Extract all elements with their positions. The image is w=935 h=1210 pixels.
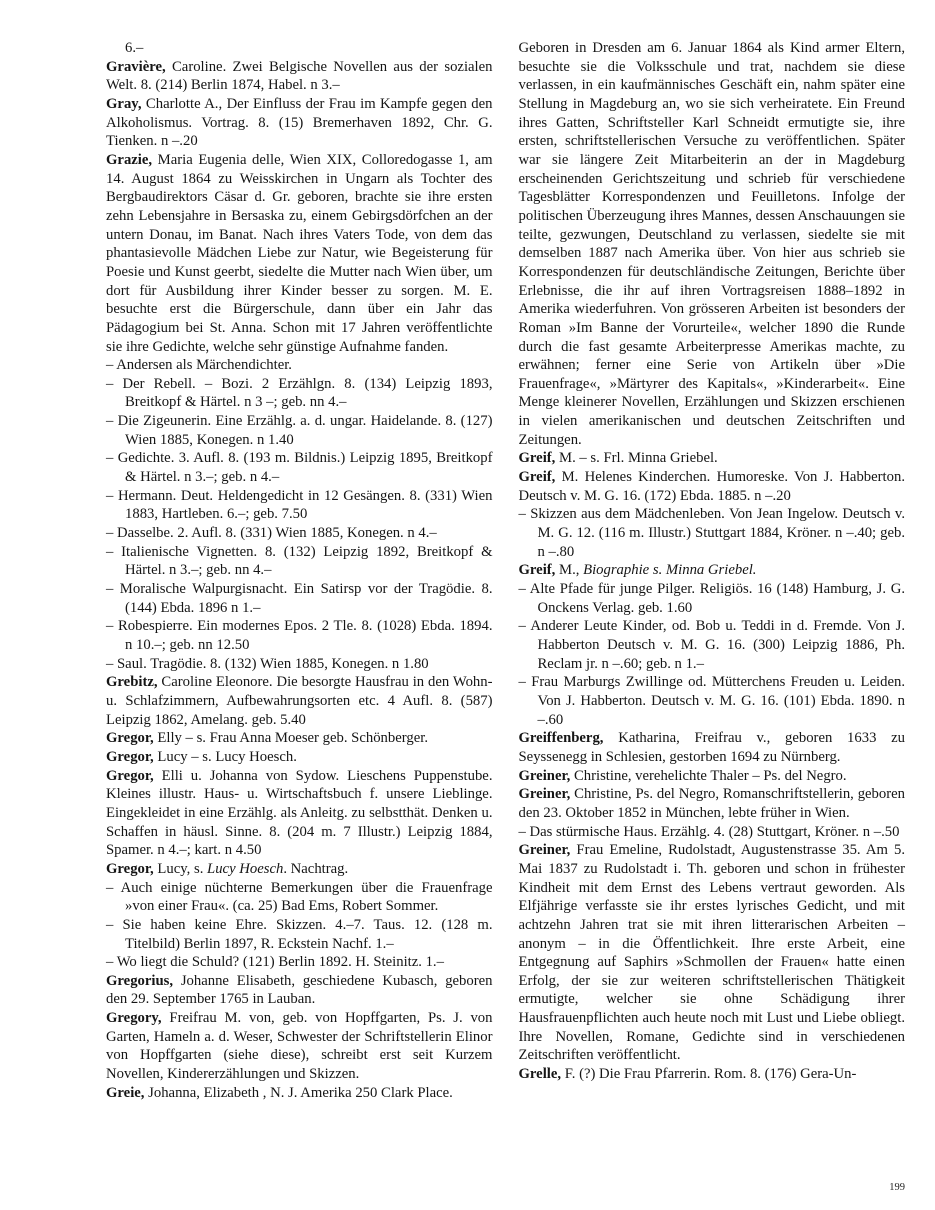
- entry-paragraph: [106, 58, 493, 95]
- entry-name: Grelle,: [518, 1066, 562, 1083]
- text-segment: Frau Emeline, Rudolstadt, Augustenstrasse 35. Am 5. Mai 1837 zu Rudolstadt i. Th. geboren und schon in frühester Kindheit mit dem Ernst des Lebens vertraut geworden. Als Elfjährige verfasste sie ihr erstes lyrisches Gedicht, und mit achtzehn Jahren trat sie mit ihren litterarischen Arbeiten – anonym – in die Öffentlichkeit. Ihre erste Arbeit, eine Entgegnung auf Saphirs »Schmollen der Frauen« hatte einen Erfolg, der sie zur weiteren schriftstellerischen Thätigkeit ermutigte, welcher sie ohne Schädigung ihrer Hausfrauenpflichten auch heute noch mit Lust und Liebe obliegt. Ihre Novellen, Romane, Gedichte sind in verschiedenen Zeitschriften veröffentlicht.: [518, 842, 905, 1064]
- text-segment: Johanna, Elizabeth , N. J. Amerika 250 Clark Place.: [144, 1084, 453, 1101]
- left-column: [106, 39, 493, 1102]
- text-segment: M.,: [555, 562, 584, 579]
- text-segment: – Anderer Leute Kinder, od. Bob u. Teddi in d. Fremde. Von J. Habberton Deutsch v. M. G. 16. (300) Leipzig 1886, Ph. Reclam jr. n –.60; geb. n 1.–: [518, 618, 905, 672]
- entry-paragraph: [519, 729, 906, 766]
- work-list-item: [519, 617, 906, 673]
- entry-name: Greiner,: [518, 842, 571, 859]
- entry-name: Greie,: [106, 1084, 145, 1101]
- text-segment: Charlotte A., Der Einfluss der Frau im Kampfe gegen den Alkoholismus. Vortrag. 8. (15) Bremerhaven 1892, Chr. G. Tienken. n –.20: [106, 95, 493, 150]
- entry-paragraph: [519, 841, 906, 1065]
- text-segment: – Die Zigeunerin. Eine Erzählg. a. d. ungar. Haidelande. 8. (127) Wien 1885, Konegen. n 1.40: [106, 413, 493, 448]
- text-segment: – Auch einige nüchterne Bemerkungen über die Frauenfrage »von einer Frau«. (ca. 25) Bad Ems, Robert Sommer.: [106, 879, 493, 915]
- text-segment: – Dasselbe. 2. Aufl. 8. (331) Wien 1885, Konegen. n 4.–: [106, 525, 437, 542]
- text-segment: M. Helenes Kinderchen. Humoreske. Von J. Habberton. Deutsch v. M. G. 16. (172) Ebda. 1885. n –.20: [518, 469, 905, 504]
- entry-name: Greiner,: [518, 767, 571, 784]
- entry-name: Gravière,: [106, 58, 166, 75]
- entry-name: Gregor,: [106, 860, 154, 877]
- text-segment: Freifrau M. von, geb. von Hopffgarten, Ps. J. von Garten, Hameln a. d. Weser, Schwester der Schriftstellerin Elinor von Hopffgarten (siehe diese), schreibt erst seit Kurzem Novellen, Kindererzählungen und Skizzen.: [106, 1010, 493, 1083]
- entry-paragraph: [106, 1009, 493, 1084]
- entry-paragraph: [106, 729, 493, 748]
- entry-name: Grazie,: [106, 151, 153, 168]
- entry-paragraph: [106, 1084, 493, 1103]
- entry-paragraph: [106, 860, 493, 879]
- work-list-item: [106, 953, 493, 972]
- work-list-item: [519, 823, 906, 842]
- entry-paragraph: [519, 1065, 906, 1084]
- work-list-item: [106, 543, 493, 580]
- text-segment: – Skizzen aus dem Mädchenleben. Von Jean Ingelow. Deutsch v. M. G. 12. (116 m. Illustr.) Stuttgart 1884, Kröner. n –.40; geb. n –.80: [518, 506, 905, 560]
- text-segment: – Robespierre. Ein modernes Epos. 2 Tle. 8. (1028) Ebda. 1894. n 10.–; geb. nn 12.50: [106, 618, 493, 653]
- work-list-item: [519, 673, 906, 729]
- entry-name: Gray,: [106, 95, 142, 112]
- text-segment: – Frau Marburgs Zwillinge od. Mütterchens Freuden u. Leiden. Von J. Habberton. Deutsch v. M. G. 16. (101) Ebda. 1890. n –.60: [518, 674, 905, 728]
- text-segment: Johanne Elisabeth, geschiedene Kubasch, geboren den 29. September 1765 in Lauban.: [106, 972, 493, 1008]
- work-list-item: [106, 375, 493, 412]
- entry-paragraph: [519, 785, 906, 822]
- text-segment: – Alte Pfade für junge Pilger. Religiös. 16 (148) Hamburg, J. G. Onckens Verlag. geb. 1.60: [518, 581, 905, 616]
- entry-paragraph: [106, 767, 493, 860]
- work-list-item: [519, 505, 906, 561]
- entry-name: Greif,: [518, 469, 556, 486]
- text-segment: Lucy – s. Lucy Hoesch.: [153, 748, 297, 765]
- work-list-item: [106, 524, 493, 543]
- text-segment: – Gedichte. 3. Aufl. 8. (193 m. Bildnis.) Leipzig 1895, Breitkopf & Härtel. n 3.–; geb. n 4.–: [106, 450, 493, 486]
- text-segment: – Saul. Tragödie. 8. (132) Wien 1885, Konegen. n 1.80: [106, 655, 429, 672]
- work-list-item: [106, 916, 493, 953]
- entry-paragraph: [519, 561, 906, 580]
- text-segment: Caroline. Zwei Belgische Novellen aus der sozialen Welt. 8. (214) Berlin 1874, Habel. n 3.–: [106, 58, 493, 94]
- text-segment: Lucy, s.: [153, 860, 208, 877]
- text-segment: Geboren in Dresden am 6. Januar 1864 als Kind armer Eltern, besuchte sie die Volksschule und trat, nachdem sie diese verlassen, in ein kaufmännisches Geschäft ein, nahm später eine Stellung in Magdeburg an, wo sie sich verheiratete. Ein Freund ihres Gatten, Schriftsteller Karl Schneidt ermutigte sie, ihre ersten, schriftstellerischen Versuche zu veröffentlichen. Später war sie längere Zeit Mitarbeiterin an der in Magdeburg erscheinenden Gerichtszeitung und schrieb für verschiedene Tagesblätter Korrespondenzen und Feuilletons. Infolge der politischen Überzeugung ihres Mannes, dessen Anschauungen sie teilte, gezwungen, Deutschland zu verlassen, siedelte sie mit demselben 1887 nach Amerika über. Von hier aus schrieb sie Korrespondenzen für deutschländische Zeitungen, Berichte über Erlebnisse, die ihr auf ihren Vortragsreisen 1888–1892 in Amerika wiederfuhren. Von grösseren Arbeiten ist besonders der Roman »Im Banne der Vorurteile«, welcher 1890 die Runde durch die fast gesamte Arbeiterpresse Amerikas machte, zu erwähnen; ferner eine Serie von Artikeln über »Die Frauenfrage«, »Märtyrer des Kapitals«, »Kinderarbeit«. Eine Menge kleinerer Novellen, Erzählungen und Skizzen erschienen in vielen amerikanischen und deutschen Zeitschriften und Zeitungen.: [518, 40, 905, 448]
- text-segment: Elly – s. Frau Anna Moeser geb. Schönberger.: [153, 730, 428, 747]
- page-number: 199: [889, 1182, 905, 1193]
- work-list-item: [106, 356, 493, 375]
- text-segment: – Hermann. Deut. Heldengedicht in 12 Gesängen. 8. (331) Wien 1883, Hartleben. 6.–; geb. 7.50: [106, 487, 493, 523]
- italic-text-segment: Lucy Hoesch: [207, 860, 284, 877]
- text-segment: Maria Eugenia delle, Wien XIX, Colloredogasse 1, am 14. August 1864 zu Weisskirchen in Ungarn als Tochter des Bergbaudirektors Cäsar d. Gr. geboren, brachte sie ihre ersten zehn Lebensjahre in Bersaska zu, einem Gebirgsdörfchen an der untern Donau, im Banat. Nach ihres Vaters Tode, von dem das phantasievolle Mädchen Liebe zur Natur, wie Begeisterung für Poesie und Kunst geerbt, siedelte die Mutter nach Wien über, um dort für Ausbildung ihrer Kinder besser zu sorgen. M. E. besuchte erst die Bürgerschule, dann über ein Jahr das Pädagogium bei St. Anna. Schon mit 17 Jahren veröffentlichte sie ihre Gedichte, welche sehr günstige Aufnahme fanden.: [106, 151, 493, 355]
- work-list-item: [106, 487, 493, 524]
- text-segment: – Andersen als Märchendichter.: [106, 357, 292, 374]
- text-segment: – Der Rebell. – Bozi. 2 Erzählgn. 8. (134) Leipzig 1893, Breitkopf & Härtel. n 3 –; geb. nn 4.–: [106, 375, 493, 411]
- entry-name: Gregory,: [106, 1010, 162, 1027]
- text-segment: – Sie haben keine Ehre. Skizzen. 4.–7. Taus. 12. (128 m. Titelbild) Berlin 1897, R. Eckstein Nachf. 1.–: [106, 916, 493, 952]
- work-list-item: [519, 580, 906, 617]
- entry-paragraph: [519, 767, 906, 786]
- text-segment: – Moralische Walpurgisnacht. Ein Satirsp vor der Tragödie. 8. (144) Ebda. 1896 n 1.–: [106, 581, 493, 616]
- text-segment: 6.–: [125, 40, 144, 56]
- text-segment: – Das stürmische Haus. Erzählg. 4. (28) Stuttgart, Kröner. n –.50: [518, 823, 900, 840]
- entry-paragraph: [106, 95, 493, 151]
- text-segment: . Nachtrag.: [283, 860, 349, 877]
- text-segment: Christine, verehelichte Thaler – Ps. del Negro.: [570, 767, 847, 784]
- text-segment: – Wo liegt die Schuld? (121) Berlin 1892. H. Steinitz. 1.–: [106, 954, 444, 971]
- entry-name: Grebitz,: [106, 674, 158, 691]
- work-list-item: [106, 879, 493, 916]
- right-column: [519, 39, 906, 1102]
- text-segment: – Italienische Vignetten. 8. (132) Leipzig 1892, Breitkopf & Härtel. n 3.–; geb. nn 4.–: [106, 543, 493, 579]
- text-paragraph: [519, 39, 906, 449]
- work-list-item: [106, 617, 493, 654]
- work-list-item: [106, 580, 493, 617]
- entry-paragraph: [519, 468, 906, 505]
- text-segment: F. (?) Die Frau Pfarrerin. Rom. 8. (176) Gera-Un-: [561, 1066, 857, 1083]
- entry-name: Gregor,: [106, 730, 154, 747]
- entry-paragraph: [106, 972, 493, 1009]
- entry-name: Gregor,: [106, 748, 154, 765]
- text-columns: [106, 39, 905, 1102]
- entry-paragraph: [106, 673, 493, 729]
- entry-name: Gregorius,: [106, 972, 174, 989]
- entry-paragraph: [519, 449, 906, 468]
- entry-name: Greif,: [518, 450, 556, 467]
- work-list-item: [106, 449, 493, 486]
- continuation-line: [106, 39, 493, 58]
- entry-name: Gregor,: [106, 767, 154, 784]
- text-segment: Elli u. Johanna von Sydow. Lieschens Puppenstube. Kleines illustr. Haus- u. Wirtschaftsbuch f. unsere Lieblinge. Eingekleidet in eine Erzählg. als Anleitg. zu selbstthät. Denken u. Schaffen in häusl. Sinne. 8. (204 m. 7 Illustr.) Leipzig 1884, Spamer. n 4.–; kart. n 4.50: [106, 767, 493, 859]
- entry-name: Greif,: [518, 562, 556, 579]
- text-segment: Katharina, Freifrau v., geboren 1633 zu Seyssenegg in Schlesien, gestorben 1694 zu Nürnberg.: [518, 730, 905, 765]
- text-segment: M. – s. Frl. Minna Griebel.: [555, 450, 718, 467]
- work-list-item: [106, 655, 493, 674]
- entry-paragraph: [106, 151, 493, 356]
- text-segment: Caroline Eleonore. Die besorgte Hausfrau in den Wohn- u. Schlafzimmern, Aufbewahrungsorten etc. 4 Aufl. 8. (587) Leipzig 1862, Amelang. geb. 5.40: [106, 674, 493, 728]
- text-segment: Christine, Ps. del Negro, Romanschriftstellerin, geboren den 23. Oktober 1852 in München, lebte früher in Wien.: [518, 786, 905, 821]
- work-list-item: [106, 412, 493, 449]
- entry-name: Greiffenberg,: [518, 730, 604, 747]
- entry-paragraph: [106, 748, 493, 767]
- italic-text-segment: Biographie s. Minna Griebel.: [583, 562, 757, 579]
- entry-name: Greiner,: [518, 786, 571, 803]
